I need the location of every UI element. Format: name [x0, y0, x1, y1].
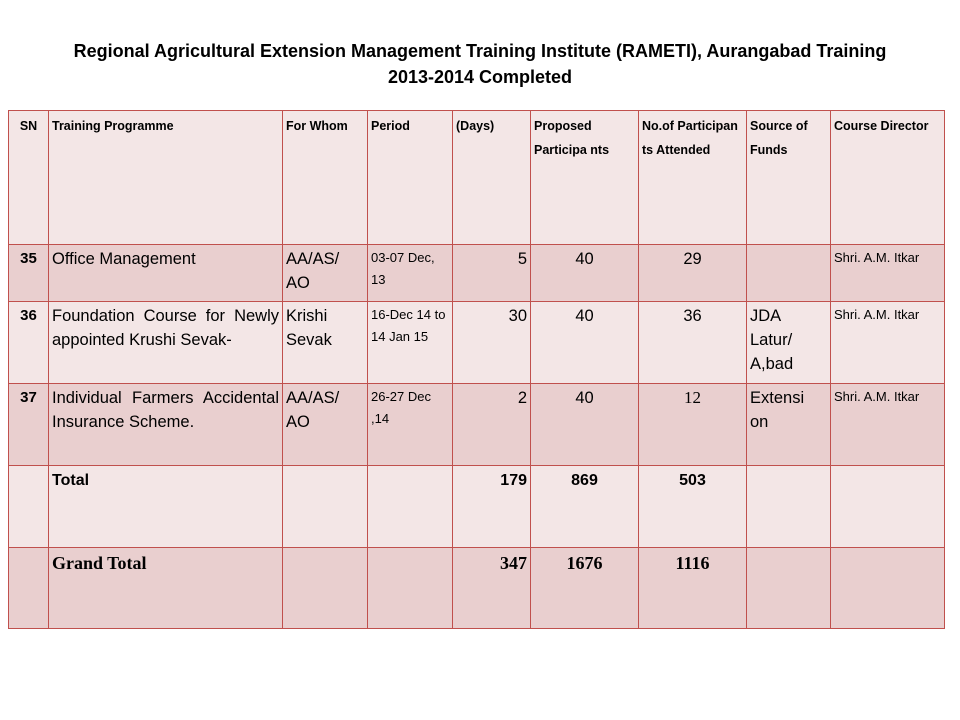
cell-source: [747, 245, 831, 302]
header-programme: Training Programme: [49, 111, 283, 245]
cell-attended: 12: [639, 384, 747, 466]
cell-empty: [9, 466, 49, 548]
cell-for-whom: Krishi Sevak: [283, 302, 368, 384]
table-row: [9, 245, 945, 302]
cell-days: 5: [453, 245, 531, 302]
grand-total-row: [9, 548, 945, 629]
cell-programme: Office Management: [49, 245, 283, 302]
cell-proposed: 40: [531, 384, 639, 466]
total-row: [9, 466, 945, 548]
grand-total-proposed: 1676: [531, 548, 639, 629]
header-period: Period: [368, 111, 453, 245]
table-row: [9, 302, 945, 384]
cell-for-whom: AA/AS/ AO: [283, 384, 368, 466]
training-table: [8, 110, 945, 629]
cell-empty: [747, 466, 831, 548]
cell-sn: 36: [9, 302, 49, 384]
cell-days: 2: [453, 384, 531, 466]
header-row: [9, 111, 945, 245]
cell-attended: 29: [639, 245, 747, 302]
cell-empty: [368, 548, 453, 629]
total-label: Total: [49, 466, 283, 548]
total-days: 179: [453, 466, 531, 548]
cell-director: Shri. A.M. Itkar: [831, 302, 945, 384]
table-row: [9, 384, 945, 466]
cell-period: 03-07 Dec, 13: [368, 245, 453, 302]
header-attended: No.of Participan ts Attended: [639, 111, 747, 245]
cell-source: JDA Latur/ A,bad: [747, 302, 831, 384]
cell-sn: 37: [9, 384, 49, 466]
cell-director: Shri. A.M. Itkar: [831, 384, 945, 466]
cell-programme: Foundation Course for Newly appointed Krushi Sevak-: [49, 302, 283, 384]
cell-period: 26-27 Dec ,14: [368, 384, 453, 466]
header-proposed: Proposed Participa nts: [531, 111, 639, 245]
cell-proposed: 40: [531, 245, 639, 302]
page-title: [0, 38, 960, 90]
cell-empty: [9, 548, 49, 629]
grand-total-days: 347: [453, 548, 531, 629]
grand-total-attended: 1116: [639, 548, 747, 629]
cell-empty: [283, 466, 368, 548]
cell-empty: [831, 466, 945, 548]
grand-total-label: Grand Total: [49, 548, 283, 629]
header-days: (Days): [453, 111, 531, 245]
header-director: Course Director: [831, 111, 945, 245]
cell-source: Extensi on: [747, 384, 831, 466]
cell-programme: Individual Farmers Accidental Insurance Scheme.: [49, 384, 283, 466]
cell-empty: [831, 548, 945, 629]
total-proposed: 869: [531, 466, 639, 548]
cell-days: 30: [453, 302, 531, 384]
cell-sn: 35: [9, 245, 49, 302]
title-line-2: 2013-2014 Completed: [387, 67, 573, 87]
header-sn: SN: [9, 111, 49, 245]
cell-proposed: 40: [531, 302, 639, 384]
cell-empty: [368, 466, 453, 548]
header-for-whom: For Whom: [283, 111, 368, 245]
title-line-1: Regional Agricultural Extension Management Training Institute (RAMETI), Aurangabad Training: [73, 41, 887, 61]
cell-empty: [283, 548, 368, 629]
cell-empty: [747, 548, 831, 629]
cell-director: Shri. A.M. Itkar: [831, 245, 945, 302]
total-attended: 503: [639, 466, 747, 548]
cell-period: 16-Dec 14 to 14 Jan 15: [368, 302, 453, 384]
header-source: Source of Funds: [747, 111, 831, 245]
cell-for-whom: AA/AS/ AO: [283, 245, 368, 302]
cell-attended: 36: [639, 302, 747, 384]
